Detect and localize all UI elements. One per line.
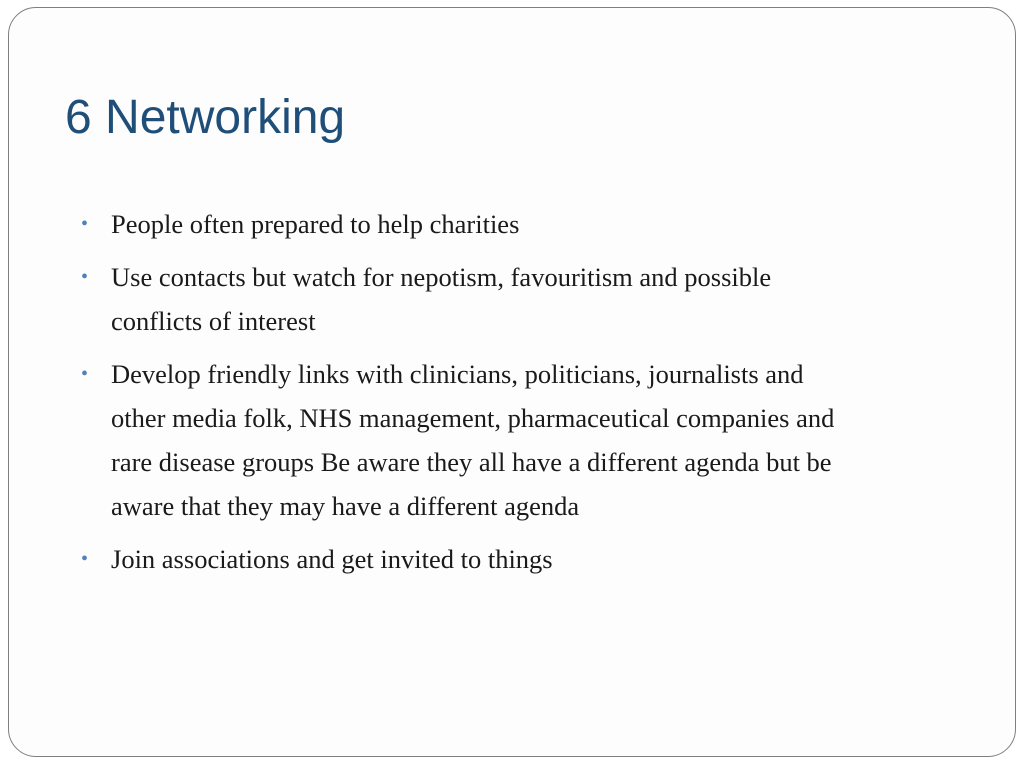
slide-title: 6 Networking xyxy=(65,91,346,144)
bullet-item xyxy=(81,255,861,343)
bullet-item xyxy=(81,202,861,246)
bullet-point-icon: • xyxy=(81,363,89,385)
bullet-item xyxy=(81,537,861,581)
slide-frame xyxy=(8,7,1016,757)
bullet-text: People often prepared to help charities xyxy=(111,209,520,239)
bullet-item xyxy=(81,352,861,528)
bullet-text: Use contacts but watch for nepotism, favouritism and possible conflicts of interest xyxy=(111,262,778,336)
bullet-text: Develop friendly links with clinicians, politicians, journalists and other media folk, NHS management, pharmaceutical companies and rare disease groups Be aware they all have a different agenda but be aware that they may have a different agenda xyxy=(111,359,848,521)
bullet-point-icon: • xyxy=(81,266,89,288)
bullet-text: Join associations and get invited to things xyxy=(111,544,553,574)
bullet-point-icon: • xyxy=(81,213,89,235)
bullet-list xyxy=(81,202,861,590)
bullet-point-icon: • xyxy=(81,548,89,570)
